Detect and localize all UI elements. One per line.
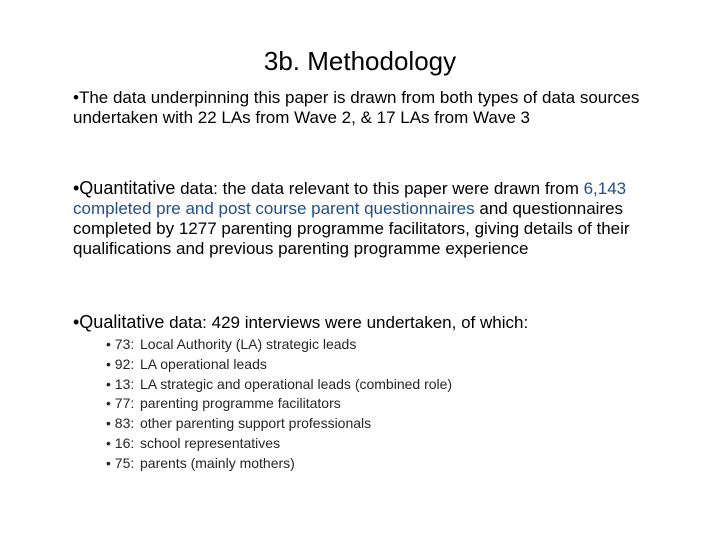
list-item (106, 375, 452, 395)
list-item-count: • 92: (106, 355, 135, 372)
list-item-label: LA operational leads (140, 355, 267, 372)
qualitative-text-body: data: 429 interviews were undertaken, of which: (164, 313, 529, 332)
quantitative-keyword: •Quantitative (73, 178, 176, 198)
list-item-count: • 75: (106, 454, 135, 471)
list-item (106, 355, 452, 375)
list-item-count: • 16: (106, 434, 135, 451)
qualitative-keyword: •Qualitative (73, 312, 165, 332)
questionnaire-count-highlight: 6,143 completed pre and post course parent questionnaires (73, 179, 627, 218)
slide-title: 3b. Methodology (263, 46, 457, 76)
list-item-count: • 73: (106, 336, 135, 352)
list-item-label: parenting programme facilitators (140, 395, 341, 412)
list-item (106, 394, 452, 414)
list-item-label: other parenting support professionals (140, 415, 372, 432)
qualitative-text (73, 312, 653, 333)
list-item-label: LA strategic and operational leads (combined role) (140, 375, 453, 392)
list-item-count: • 77: (106, 395, 135, 412)
quantitative-text-b: and questionnaires completed by 1277 parenting programme facilitators, giving details of their qualifications and previous parenting programme experience (73, 199, 630, 258)
list-item-count: • 83: (106, 415, 135, 432)
quantitative-paragraph (73, 178, 653, 259)
data-sources-paragraph (73, 88, 653, 128)
qualitative-paragraph (73, 312, 653, 333)
list-item-label: parents (mainly mothers) (140, 454, 295, 471)
quantitative-text-a: data: the data relevant to this paper were drawn from (175, 179, 584, 198)
data-sources-text: •The data underpinning this paper is drawn from both types of data sources undertaken with 22 LAs from Wave 2, & 17 LAs from Wave 3 (73, 88, 640, 127)
list-item (106, 454, 452, 474)
list-item-count: • 13: (106, 375, 135, 392)
list-item-label: Local Authority (LA) strategic leads (140, 336, 357, 352)
list-item-label: school representatives (140, 434, 281, 451)
list-item (106, 434, 452, 454)
quantitative-text (73, 178, 653, 259)
interview-breakdown-list (106, 335, 452, 474)
list-item (106, 335, 452, 355)
list-item (106, 414, 452, 434)
